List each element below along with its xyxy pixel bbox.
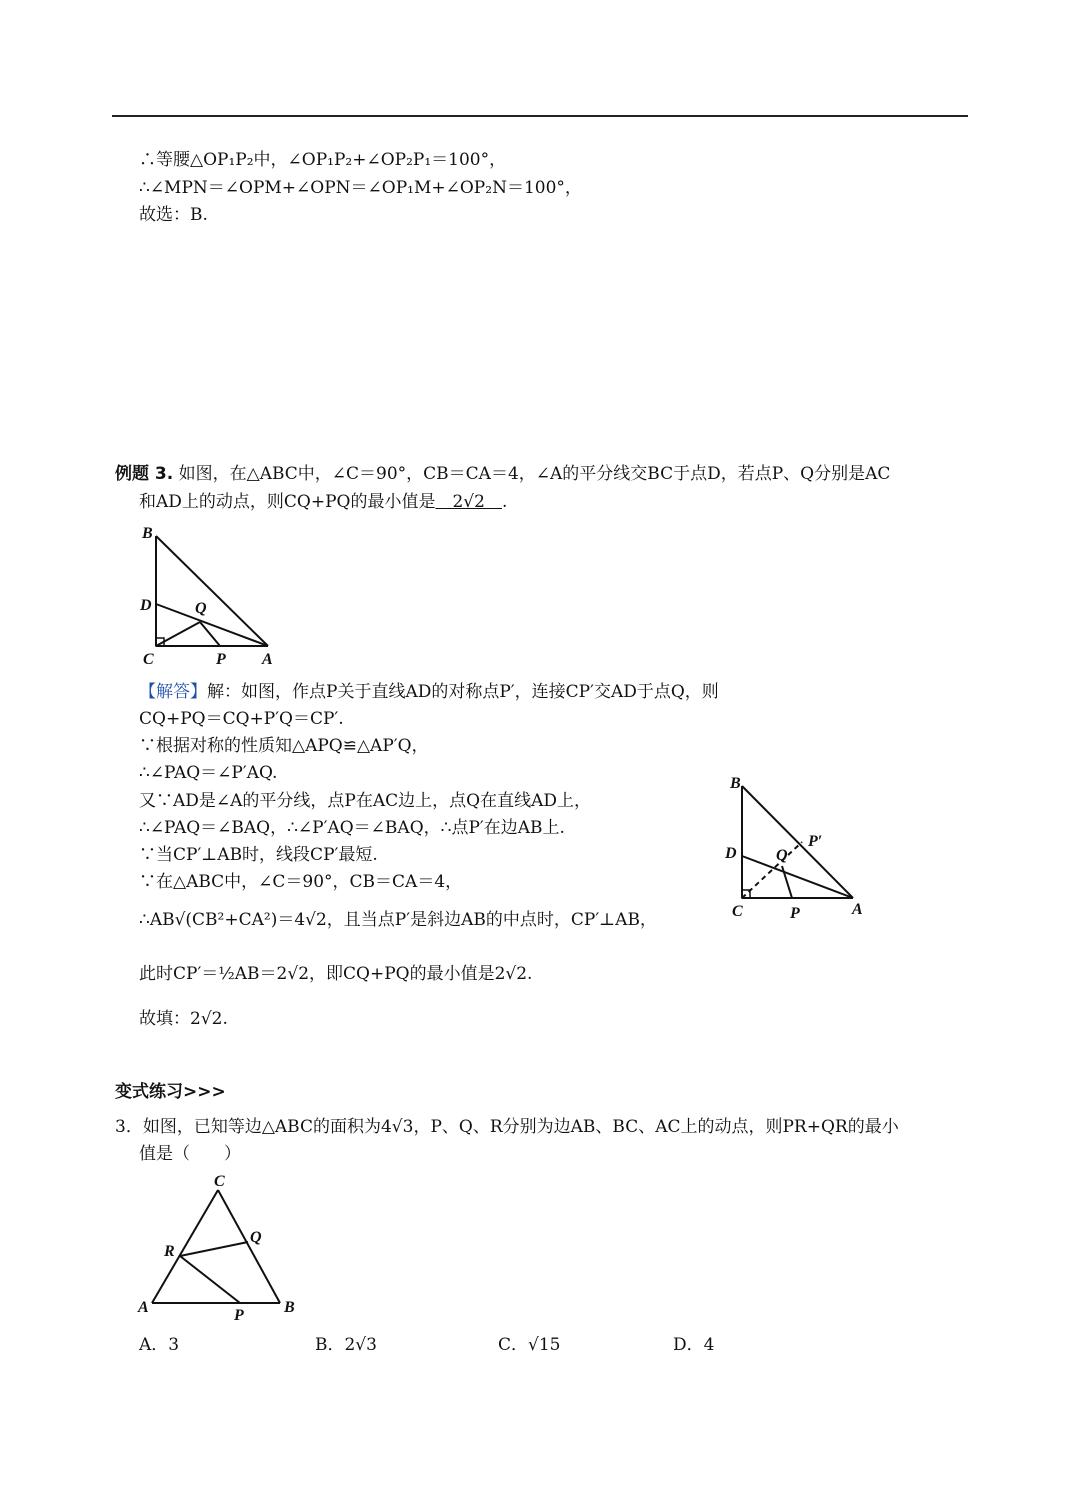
label-d: D <box>725 845 737 862</box>
edge-ab <box>156 536 268 646</box>
solution-tag: 【解答】 <box>139 682 207 702</box>
variant-heading: 变式练习>>> <box>115 1082 226 1102</box>
example-figure <box>132 518 292 673</box>
solution-line-2: CQ+PQ＝CQ+P′Q＝CP′. <box>139 709 344 729</box>
label-p: P <box>216 651 226 668</box>
segment-rp <box>180 1256 240 1303</box>
solution-line-11: 故填：2√2. <box>139 1009 228 1029</box>
label-c: C <box>732 903 743 920</box>
option-a: A．3 <box>139 1335 180 1355</box>
solution-line-5: 又∵AD是∠A的平分线，点P在AC边上，点Q在直线AD上， <box>139 791 591 811</box>
label-a: A <box>138 1299 149 1316</box>
label-b: B <box>284 1299 295 1316</box>
variant-question-line-1: 3．如图，已知等边△ABC的面积为4√3，P、Q、R分别为边AB、BC、AC上的动点，则PR+QR的最小 <box>115 1117 899 1137</box>
label-p: P <box>234 1307 244 1324</box>
option-b: B．2√3 <box>315 1335 377 1355</box>
variant-question-line-2: 值是（ ） <box>139 1144 241 1164</box>
segment-qp <box>782 866 792 898</box>
edge-ab <box>742 786 853 898</box>
solution-line-10: 此时CP′＝½AB＝2√2，即CQ+PQ的最小值是2√2. <box>139 964 533 984</box>
label-p-prime: P′ <box>808 833 823 850</box>
example-label: 例题 3. <box>115 464 174 484</box>
segment-rq <box>180 1242 248 1256</box>
label-d: D <box>140 597 152 614</box>
label-q: Q <box>195 600 207 617</box>
label-a: A <box>262 651 273 668</box>
example-text-2: 和AD上的动点，则CQ+PQ的最小值是 <box>139 492 436 512</box>
label-b: B <box>142 525 153 542</box>
example-text-1: 如图，在△ABC中，∠C＝90°，CB＝CA＝4，∠A的平分线交BC于点D，若点P、Q分别是AC <box>178 464 891 484</box>
segment-cp-prime <box>742 842 802 898</box>
label-c: C <box>214 1173 225 1190</box>
option-d: D．4 <box>673 1335 715 1355</box>
variant-figure <box>130 1168 305 1328</box>
label-q: Q <box>776 847 788 864</box>
segment-ad <box>156 604 268 646</box>
solution-figure <box>720 770 870 925</box>
label-a: A <box>852 901 863 918</box>
example-3-line-1 <box>115 462 890 486</box>
example-3-line-2: 和AD上的动点，则CQ+PQ的最小值是 2√2 . <box>139 492 508 512</box>
solution-line-9: ∴AB√(CB²+CA²)＝4√2，且当点P′是斜边AB的中点时，CP′⊥AB， <box>139 910 657 930</box>
solution-line-8: ∵在△ABC中，∠C＝90°，CB＝CA＝4， <box>139 872 463 892</box>
segment-qp <box>200 622 220 646</box>
segment-cq <box>156 622 200 646</box>
label-b: B <box>730 775 741 792</box>
prev-line-2: ∴∠MPN＝∠OPM+∠OPN＝∠OP₁M+∠OP₂N＝100°， <box>139 178 582 198</box>
label-p: P <box>790 905 800 922</box>
edge-ac <box>152 1190 218 1303</box>
example-answer: 2√2 <box>435 492 502 512</box>
label-q: Q <box>250 1229 262 1246</box>
solution-line-4: ∴∠PAQ＝∠P′AQ. <box>139 763 278 783</box>
prev-line-1: ∴等腰△OP₁P₂中，∠OP₁P₂+∠OP₂P₁＝100°， <box>139 150 507 170</box>
header-rule <box>112 115 968 117</box>
label-c: C <box>143 651 154 668</box>
solution-line-6: ∴∠PAQ＝∠BAQ，∴∠P′AQ＝∠BAQ，∴点P′在边AB上. <box>139 818 565 838</box>
option-c: C．√15 <box>498 1335 561 1355</box>
solution-line-1: 【解答】解：如图，作点P关于直线AD的对称点P′，连接CP′交AD于点Q，则 <box>139 682 719 702</box>
prev-line-3: 故选：B. <box>139 205 208 225</box>
solution-line-7: ∵当CP′⊥AB时，线段CP′最短. <box>139 845 378 865</box>
solution-line-3: ∵根据对称的性质知△APQ≌△AP′Q， <box>139 736 429 756</box>
segment-ad <box>742 856 853 898</box>
label-r: R <box>164 1243 175 1260</box>
